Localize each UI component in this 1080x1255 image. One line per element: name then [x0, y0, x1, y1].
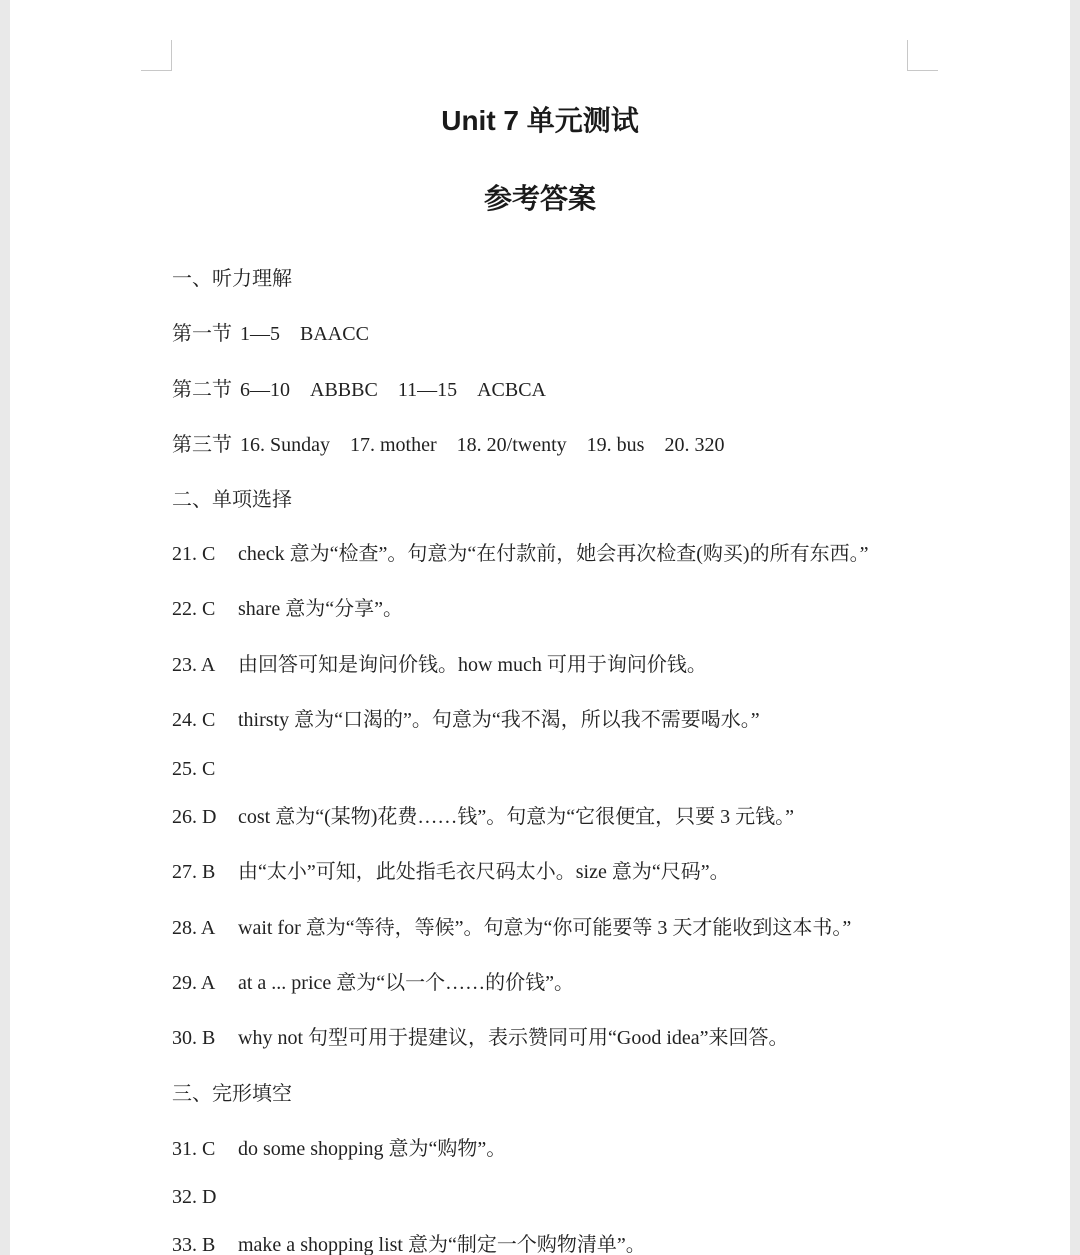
page-corner-mark-top-left — [141, 40, 172, 71]
answer-row — [172, 1184, 238, 1210]
answer-row — [172, 596, 403, 622]
answer-range: 11—15 — [397, 379, 458, 401]
answer-row — [172, 1025, 789, 1051]
answer-number: 32. D — [172, 1186, 217, 1208]
answer-range: 6—10 — [240, 379, 290, 401]
section-heading-listening: 一、听力理解 — [172, 266, 292, 290]
answer-row — [172, 652, 707, 678]
answer-number: 27. B — [172, 861, 216, 883]
answer-explanation: make a shopping list 意为“制定一个购物清单”。 — [238, 1234, 646, 1255]
answer-number: 31. C — [172, 1138, 216, 1160]
answer-number: 26. D — [172, 806, 217, 828]
part-label: 第三节 — [172, 432, 232, 456]
answer-explanation: thirsty 意为“口渴的”。句意为“我不渴，所以我不需要喝水。” — [238, 709, 760, 731]
document-title: Unit 7 单元测试 — [441, 105, 639, 136]
answer-number: 24. C — [172, 709, 216, 731]
answer-item: 16. Sunday — [240, 434, 330, 456]
answer-row — [172, 1136, 506, 1162]
answer-explanation: do some shopping 意为“购物”。 — [238, 1138, 507, 1160]
document-subtitle: 参考答案 — [483, 183, 596, 214]
answer-explanation: at a ... price 意为“以一个……的价钱”。 — [238, 972, 575, 994]
answer-row — [172, 859, 730, 885]
answer-row — [172, 804, 794, 830]
answer-explanation: wait for 意为“等待，等候”。句意为“你可能要等 3 天才能收到这本书。” — [238, 917, 852, 939]
answer-number: 29. A — [172, 972, 216, 994]
answer-row — [172, 541, 868, 567]
answer-number: 22. C — [172, 598, 216, 620]
listening-part-2 — [172, 376, 566, 403]
part-label: 第二节 — [172, 377, 232, 401]
listening-part-3 — [172, 431, 744, 458]
answer-explanation: why not 句型可用于提建议，表示赞同可用“Good idea”来回答。 — [238, 1027, 789, 1049]
answer-key: ACBCA — [477, 379, 546, 401]
section-heading-choice: 二、单项选择 — [172, 487, 292, 511]
answer-item: 17. mother — [350, 434, 437, 456]
answer-row — [172, 1232, 646, 1255]
part-label: 第一节 — [172, 321, 232, 345]
answer-item: 18. 20/twenty — [456, 434, 567, 456]
section-heading-cloze: 三、完形填空 — [172, 1081, 292, 1105]
listening-part-1 — [172, 320, 389, 347]
answer-explanation: share 意为“分享”。 — [238, 598, 403, 620]
answer-item: 20. 320 — [664, 434, 725, 456]
answer-number: 23. A — [172, 654, 216, 676]
answer-row — [172, 707, 760, 733]
answer-row — [172, 970, 574, 996]
document-page — [10, 0, 1070, 1255]
answer-item: 19. bus — [586, 434, 645, 456]
answer-row — [172, 756, 238, 782]
answer-number: 25. C — [172, 758, 216, 780]
answer-range: 1—5 — [240, 323, 280, 345]
answer-explanation: 由回答可知是询问价钱。how much 可用于询问价钱。 — [238, 654, 707, 676]
answer-key: ABBBC — [310, 379, 378, 401]
answer-number: 33. B — [172, 1234, 216, 1255]
answer-number: 28. A — [172, 917, 216, 939]
answer-number: 21. C — [172, 543, 216, 565]
answer-row — [172, 915, 851, 941]
page-corner-mark-top-right — [907, 40, 938, 71]
answer-explanation: check 意为“检查”。句意为“在付款前，她会再次检查(购买)的所有东西。” — [238, 543, 869, 565]
answer-explanation: 由“太小”可知，此处指毛衣尺码太小。size 意为“尺码”。 — [238, 861, 730, 883]
answer-number: 30. B — [172, 1027, 216, 1049]
answer-key: BAACC — [300, 323, 369, 345]
answer-explanation: cost 意为“(某物)花费……钱”。句意为“它很便宜，只要 3 元钱。” — [238, 806, 795, 828]
